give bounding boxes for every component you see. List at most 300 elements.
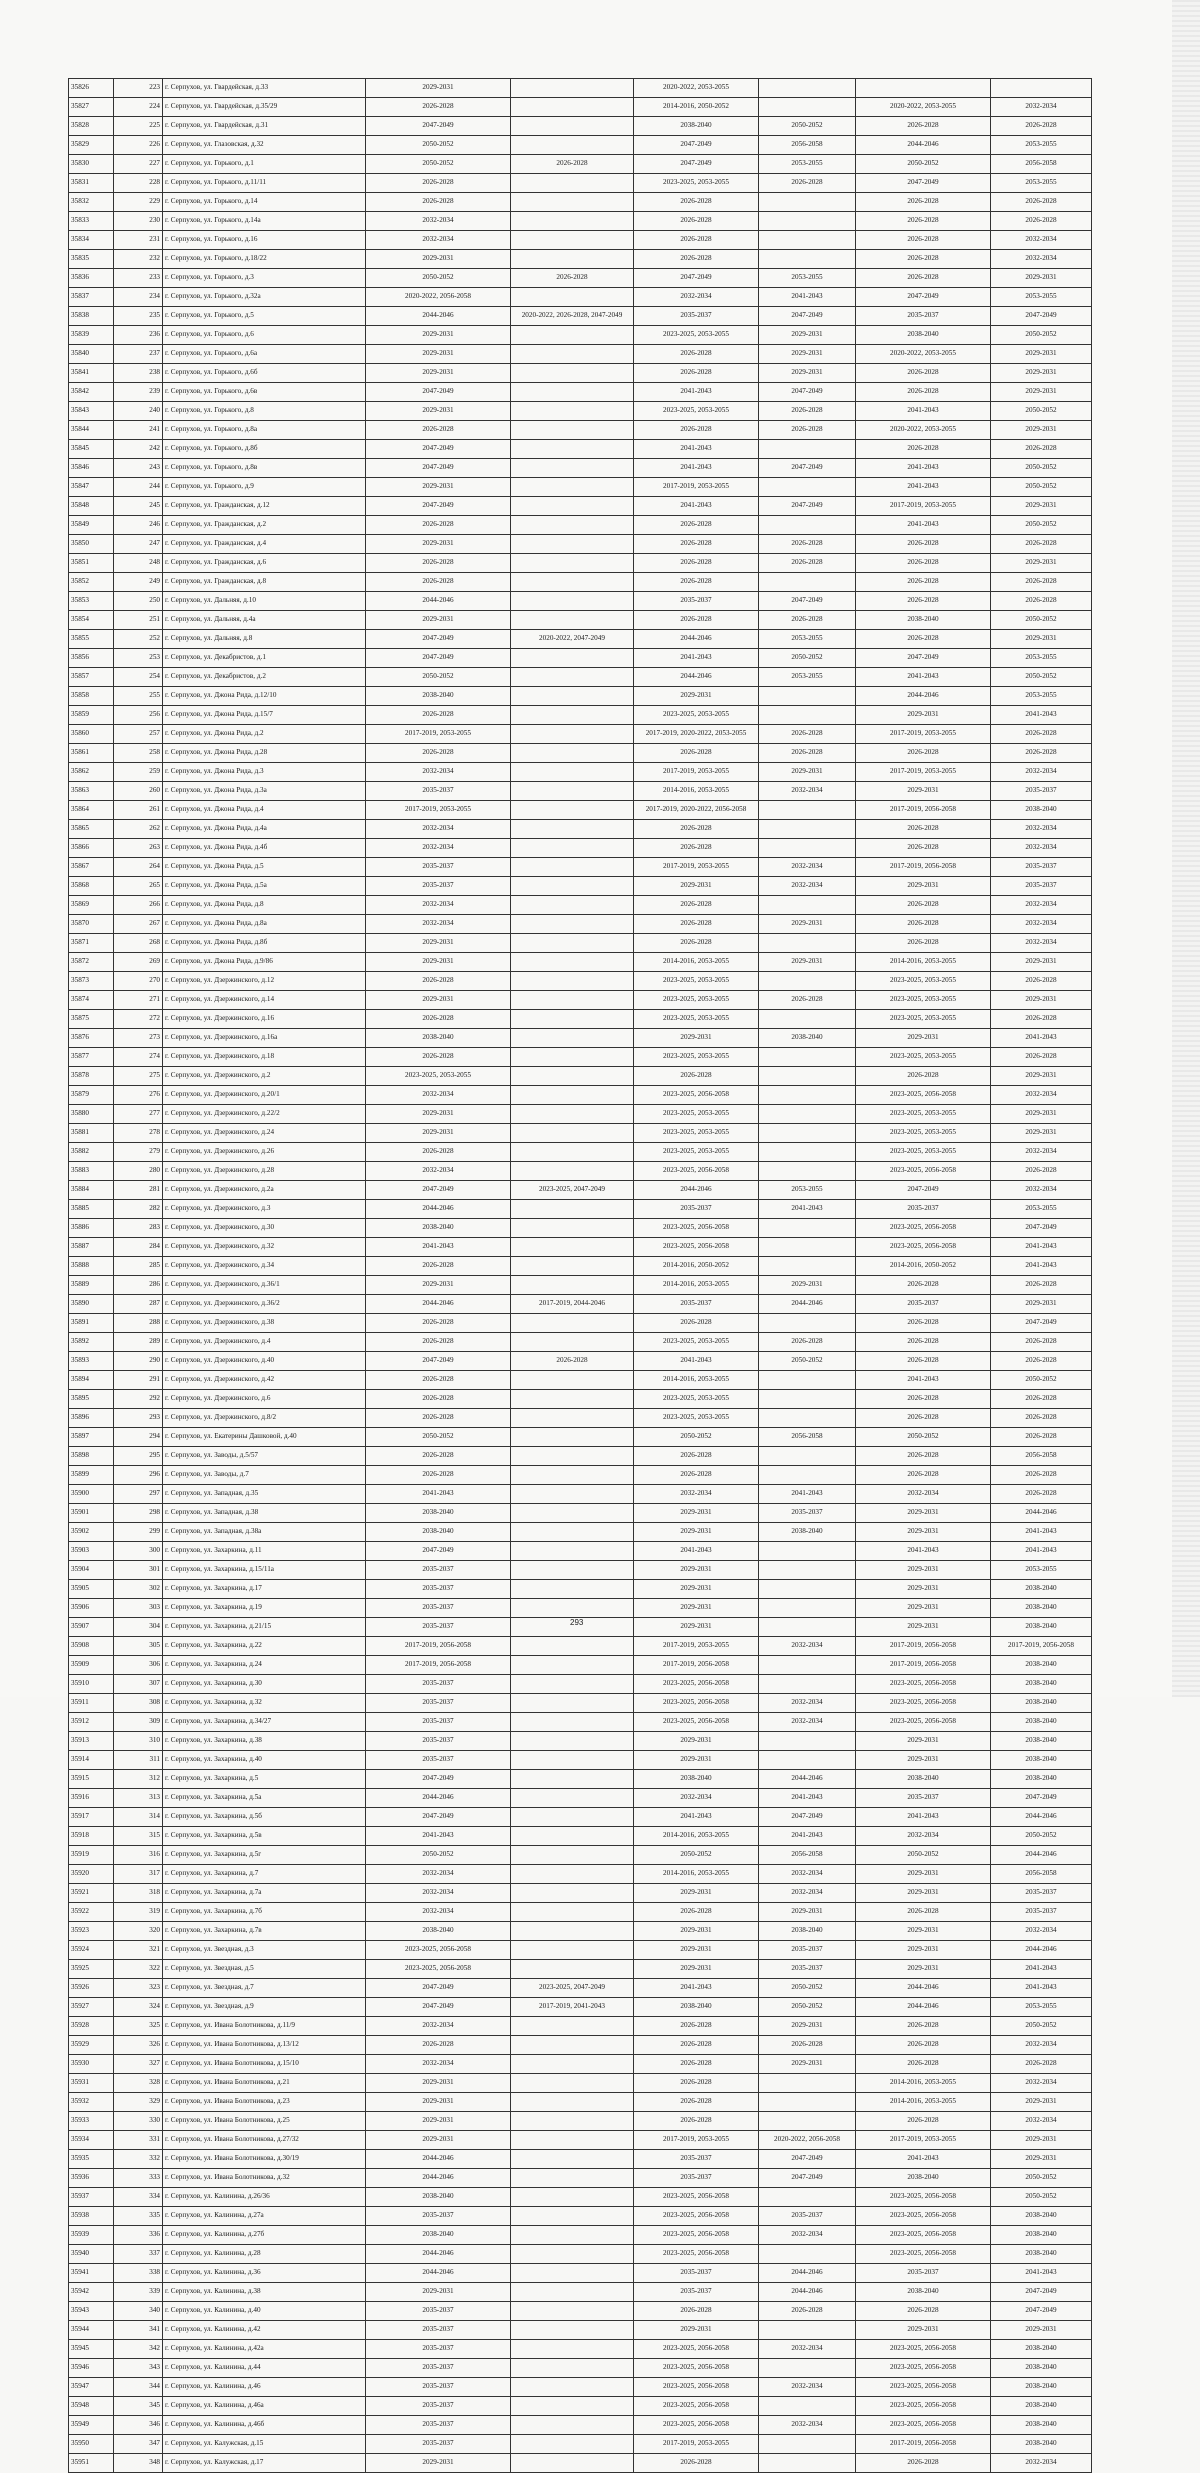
row-number-cell: 322	[114, 1960, 163, 1979]
row-number-cell: 236	[114, 326, 163, 345]
row-number-cell: 252	[114, 630, 163, 649]
period-col-6-cell: 2041-2043	[991, 2264, 1092, 2283]
record-id-cell: 35833	[69, 212, 114, 231]
address-cell: г. Серпухов, ул. Западная, д.35	[163, 1485, 366, 1504]
row-number-cell: 328	[114, 2074, 163, 2093]
period-col-2-cell	[511, 383, 634, 402]
address-cell: г. Серпухов, ул. Звездная, д.3	[163, 1941, 366, 1960]
period-col-2-cell	[511, 2378, 634, 2397]
table-row	[69, 1922, 1092, 1941]
period-col-4-cell: 2026-2028	[759, 174, 856, 193]
period-col-5-cell: 2026-2028	[856, 1333, 991, 1352]
period-col-6-cell: 2032-2034	[991, 1922, 1092, 1941]
period-col-6-cell: 2026-2028	[991, 592, 1092, 611]
row-number-cell: 325	[114, 2017, 163, 2036]
period-col-1-cell: 2029-2031	[366, 2131, 511, 2150]
period-col-2-cell	[511, 1941, 634, 1960]
period-col-6-cell: 2047-2049	[991, 1219, 1092, 1238]
address-cell: г. Серпухов, ул. Декабристов, д.1	[163, 649, 366, 668]
address-cell: г. Серпухов, ул. Калужская, д.17	[163, 2454, 366, 2473]
period-col-5-cell: 2029-2031	[856, 1884, 991, 1903]
record-id-cell: 35884	[69, 1181, 114, 1200]
row-number-cell: 253	[114, 649, 163, 668]
period-col-3-cell: 2014-2016, 2053-2055	[634, 782, 759, 801]
period-col-2-cell	[511, 2169, 634, 2188]
row-number-cell: 282	[114, 1200, 163, 1219]
table-row	[69, 1580, 1092, 1599]
period-col-5-cell: 2050-2052	[856, 1428, 991, 1447]
period-col-3-cell: 2038-2040	[634, 1770, 759, 1789]
period-col-1-cell: 2050-2052	[366, 269, 511, 288]
period-col-4-cell	[759, 2112, 856, 2131]
address-cell: г. Серпухов, ул. Гражданская, д.6	[163, 554, 366, 573]
address-cell: г. Серпухов, ул. Джона Рида, д.28	[163, 744, 366, 763]
period-col-4-cell	[759, 820, 856, 839]
period-col-1-cell: 2035-2037	[366, 2321, 511, 2340]
period-col-3-cell: 2023-2025, 2053-2055	[634, 1010, 759, 1029]
period-col-1-cell: 2032-2034	[366, 212, 511, 231]
period-col-2-cell	[511, 1542, 634, 1561]
period-col-6-cell: 2032-2034	[991, 820, 1092, 839]
period-col-3-cell: 2029-2031	[634, 1941, 759, 1960]
table-row	[69, 1504, 1092, 1523]
row-number-cell: 234	[114, 288, 163, 307]
table-row	[69, 1808, 1092, 1827]
table-row	[69, 1333, 1092, 1352]
period-col-1-cell: 2032-2034	[366, 820, 511, 839]
period-col-1-cell: 2035-2037	[366, 2435, 511, 2454]
period-col-3-cell: 2026-2028	[634, 1314, 759, 1333]
period-col-5-cell: 2026-2028	[856, 535, 991, 554]
period-col-3-cell: 2026-2028	[634, 896, 759, 915]
period-col-1-cell: 2029-2031	[366, 1105, 511, 1124]
period-col-2-cell	[511, 364, 634, 383]
record-id-cell: 35899	[69, 1466, 114, 1485]
address-cell: г. Серпухов, ул. Горького, д.14а	[163, 212, 366, 231]
address-cell: г. Серпухов, ул. Захаркина, д.11	[163, 1542, 366, 1561]
period-col-4-cell	[759, 1447, 856, 1466]
period-col-5-cell: 2017-2019, 2053-2055	[856, 763, 991, 782]
period-col-1-cell: 2026-2028	[366, 421, 511, 440]
record-id-cell: 35943	[69, 2302, 114, 2321]
period-col-1-cell: 2029-2031	[366, 2454, 511, 2473]
period-col-5-cell: 2029-2031	[856, 706, 991, 725]
period-col-4-cell	[759, 79, 856, 98]
period-col-3-cell: 2032-2034	[634, 1789, 759, 1808]
table-row	[69, 1276, 1092, 1295]
address-cell: г. Серпухов, ул. Ивана Болотникова, д.11/9	[163, 2017, 366, 2036]
table-row	[69, 744, 1092, 763]
period-col-6-cell: 2032-2034	[991, 250, 1092, 269]
record-id-cell: 35894	[69, 1371, 114, 1390]
period-col-1-cell: 2029-2031	[366, 79, 511, 98]
period-col-2-cell	[511, 1656, 634, 1675]
table-row	[69, 1523, 1092, 1542]
address-cell: г. Серпухов, ул. Захаркина, д.5а	[163, 1789, 366, 1808]
period-col-6-cell: 2053-2055	[991, 649, 1092, 668]
period-col-4-cell: 2029-2031	[759, 326, 856, 345]
period-col-6-cell: 2041-2043	[991, 1542, 1092, 1561]
period-col-2-cell	[511, 953, 634, 972]
address-cell: г. Серпухов, ул. Дзержинского, д.36/1	[163, 1276, 366, 1295]
period-col-1-cell: 2035-2037	[366, 1694, 511, 1713]
period-col-1-cell: 2026-2028	[366, 1048, 511, 1067]
period-col-3-cell: 2026-2028	[634, 421, 759, 440]
record-id-cell: 35853	[69, 592, 114, 611]
record-id-cell: 35921	[69, 1884, 114, 1903]
period-col-2-cell	[511, 2283, 634, 2302]
table-row	[69, 2454, 1092, 2473]
period-col-2-cell	[511, 1067, 634, 1086]
period-col-4-cell	[759, 2245, 856, 2264]
period-col-1-cell: 2035-2037	[366, 1675, 511, 1694]
record-id-cell: 35940	[69, 2245, 114, 2264]
period-col-5-cell: 2023-2025, 2053-2055	[856, 1010, 991, 1029]
period-col-1-cell: 2032-2034	[366, 1086, 511, 1105]
period-col-4-cell: 2032-2034	[759, 2226, 856, 2245]
period-col-4-cell	[759, 1067, 856, 1086]
period-col-4-cell: 2044-2046	[759, 1770, 856, 1789]
period-col-3-cell: 2041-2043	[634, 649, 759, 668]
table-row	[69, 1675, 1092, 1694]
period-col-4-cell	[759, 1580, 856, 1599]
period-col-5-cell: 2029-2031	[856, 1523, 991, 1542]
address-cell: г. Серпухов, ул. Калинина, д.40	[163, 2302, 366, 2321]
period-col-4-cell	[759, 1048, 856, 1067]
row-number-cell: 321	[114, 1941, 163, 1960]
period-col-6-cell: 2050-2052	[991, 326, 1092, 345]
row-number-cell: 342	[114, 2340, 163, 2359]
row-number-cell: 334	[114, 2188, 163, 2207]
period-col-1-cell: 2047-2049	[366, 1998, 511, 2017]
period-col-1-cell: 2047-2049	[366, 1808, 511, 1827]
period-col-4-cell: 2047-2049	[759, 459, 856, 478]
period-col-2-cell	[511, 782, 634, 801]
period-col-5-cell: 2014-2016, 2053-2055	[856, 2093, 991, 2112]
period-col-2-cell	[511, 991, 634, 1010]
period-col-1-cell: 2026-2028	[366, 98, 511, 117]
period-col-2-cell	[511, 2074, 634, 2093]
period-col-6-cell: 2029-2031	[991, 554, 1092, 573]
period-col-3-cell: 2023-2025, 2056-2058	[634, 2397, 759, 2416]
address-cell: г. Серпухов, ул. Калинина, д.46б	[163, 2416, 366, 2435]
period-col-3-cell: 2026-2028	[634, 2074, 759, 2093]
period-col-3-cell: 2041-2043	[634, 1808, 759, 1827]
record-id-cell: 35893	[69, 1352, 114, 1371]
record-id-cell: 35913	[69, 1732, 114, 1751]
address-cell: г. Серпухов, ул. Гражданская, д.12	[163, 497, 366, 516]
record-id-cell: 35883	[69, 1162, 114, 1181]
period-col-3-cell: 2026-2028	[634, 2112, 759, 2131]
period-col-5-cell: 2023-2025, 2053-2055	[856, 972, 991, 991]
period-col-6-cell: 2026-2028	[991, 193, 1092, 212]
address-cell: г. Серпухов, ул. Горького, д.6б	[163, 364, 366, 383]
period-col-5-cell: 2017-2019, 2056-2058	[856, 2435, 991, 2454]
table-row	[69, 1048, 1092, 1067]
row-number-cell: 338	[114, 2264, 163, 2283]
period-col-3-cell: 2023-2025, 2056-2058	[634, 1086, 759, 1105]
period-col-3-cell: 2014-2016, 2053-2055	[634, 1865, 759, 1884]
period-col-6-cell: 2032-2034	[991, 98, 1092, 117]
period-col-6-cell: 2026-2028	[991, 744, 1092, 763]
period-col-4-cell: 2050-2052	[759, 649, 856, 668]
period-col-6-cell: 2047-2049	[991, 307, 1092, 326]
period-col-2-cell	[511, 1808, 634, 1827]
period-col-3-cell: 2041-2043	[634, 459, 759, 478]
period-col-3-cell: 2041-2043	[634, 1352, 759, 1371]
record-id-cell: 35910	[69, 1675, 114, 1694]
row-number-cell: 313	[114, 1789, 163, 1808]
record-id-cell: 35938	[69, 2207, 114, 2226]
address-cell: г. Серпухов, ул. Дзержинского, д.22/2	[163, 1105, 366, 1124]
table-row	[69, 155, 1092, 174]
address-cell: г. Серпухов, ул. Екатерины Дашковой, д.40	[163, 1428, 366, 1447]
address-cell: г. Серпухов, ул. Ивана Болотникова, д.21	[163, 2074, 366, 2093]
table-row	[69, 383, 1092, 402]
period-col-5-cell: 2029-2031	[856, 1504, 991, 1523]
row-number-cell: 267	[114, 915, 163, 934]
table-row	[69, 554, 1092, 573]
record-id-cell: 35942	[69, 2283, 114, 2302]
table-row	[69, 1865, 1092, 1884]
period-col-4-cell: 2044-2046	[759, 2283, 856, 2302]
record-id-cell: 35912	[69, 1713, 114, 1732]
address-cell: г. Серпухов, ул. Дзержинского, д.2	[163, 1067, 366, 1086]
table-row	[69, 2340, 1092, 2359]
period-col-5-cell: 2017-2019, 2056-2058	[856, 1637, 991, 1656]
period-col-6-cell: 2041-2043	[991, 1960, 1092, 1979]
period-col-6-cell: 2050-2052	[991, 2017, 1092, 2036]
period-col-5-cell: 2023-2025, 2056-2058	[856, 1086, 991, 1105]
address-cell: г. Серпухов, ул. Захаркина, д.21/15	[163, 1618, 366, 1637]
address-cell: г. Серпухов, ул. Дзержинского, д.16а	[163, 1029, 366, 1048]
period-col-4-cell: 2026-2028	[759, 991, 856, 1010]
period-col-5-cell: 2029-2031	[856, 1941, 991, 1960]
period-col-3-cell: 2026-2028	[634, 2302, 759, 2321]
period-col-2-cell	[511, 592, 634, 611]
period-col-1-cell: 2035-2037	[366, 2378, 511, 2397]
period-col-6-cell	[991, 79, 1092, 98]
period-col-5-cell: 2014-2016, 2050-2052	[856, 1257, 991, 1276]
row-number-cell: 314	[114, 1808, 163, 1827]
period-col-2-cell	[511, 2017, 634, 2036]
period-col-2-cell	[511, 1276, 634, 1295]
period-col-1-cell: 2029-2031	[366, 2283, 511, 2302]
period-col-2-cell	[511, 1371, 634, 1390]
period-col-6-cell: 2053-2055	[991, 288, 1092, 307]
address-cell: г. Серпухов, ул. Горького, д.16	[163, 231, 366, 250]
period-col-5-cell: 2026-2028	[856, 839, 991, 858]
period-col-4-cell: 2026-2028	[759, 421, 856, 440]
period-col-4-cell	[759, 801, 856, 820]
record-id-cell: 35842	[69, 383, 114, 402]
period-col-4-cell	[759, 1599, 856, 1618]
row-number-cell: 295	[114, 1447, 163, 1466]
period-col-3-cell: 2026-2028	[634, 250, 759, 269]
record-id-cell: 35933	[69, 2112, 114, 2131]
period-col-1-cell: 2029-2031	[366, 364, 511, 383]
row-number-cell: 281	[114, 1181, 163, 1200]
period-col-6-cell: 2041-2043	[991, 706, 1092, 725]
period-col-2-cell	[511, 136, 634, 155]
period-col-2-cell	[511, 858, 634, 877]
period-col-6-cell: 2026-2028	[991, 535, 1092, 554]
period-col-2-cell	[511, 1238, 634, 1257]
period-col-6-cell: 2026-2028	[991, 1010, 1092, 1029]
period-col-3-cell: 2026-2028	[634, 820, 759, 839]
record-id-cell: 35875	[69, 1010, 114, 1029]
row-number-cell: 286	[114, 1276, 163, 1295]
period-col-5-cell: 2026-2028	[856, 2454, 991, 2473]
period-col-1-cell: 2044-2046	[366, 2264, 511, 2283]
period-col-3-cell: 2041-2043	[634, 497, 759, 516]
row-number-cell: 254	[114, 668, 163, 687]
period-col-4-cell	[759, 231, 856, 250]
table-row	[69, 1181, 1092, 1200]
period-col-4-cell: 2026-2028	[759, 2036, 856, 2055]
address-cell: г. Серпухов, ул. Ивана Болотникова, д.15/10	[163, 2055, 366, 2074]
period-col-3-cell: 2029-2031	[634, 877, 759, 896]
period-col-1-cell: 2047-2049	[366, 1542, 511, 1561]
period-col-4-cell: 2050-2052	[759, 1352, 856, 1371]
table-row	[69, 1295, 1092, 1314]
period-col-5-cell: 2029-2031	[856, 1618, 991, 1637]
table-row	[69, 1998, 1092, 2017]
period-col-3-cell: 2023-2025, 2056-2058	[634, 2207, 759, 2226]
table-row	[69, 1846, 1092, 1865]
period-col-1-cell: 2035-2037	[366, 877, 511, 896]
address-cell: г. Серпухов, ул. Звездная, д.7	[163, 1979, 366, 1998]
period-col-3-cell: 2035-2037	[634, 1295, 759, 1314]
period-col-2-cell	[511, 1105, 634, 1124]
table-row	[69, 858, 1092, 877]
period-col-1-cell: 2035-2037	[366, 782, 511, 801]
record-id-cell: 35949	[69, 2416, 114, 2435]
record-id-cell: 35859	[69, 706, 114, 725]
period-col-2-cell	[511, 250, 634, 269]
period-col-4-cell: 2029-2031	[759, 953, 856, 972]
address-cell: г. Серпухов, ул. Гвардейская, д.31	[163, 117, 366, 136]
record-id-cell: 35834	[69, 231, 114, 250]
period-col-5-cell: 2038-2040	[856, 2169, 991, 2188]
period-col-6-cell: 2029-2031	[991, 953, 1092, 972]
row-number-cell: 303	[114, 1599, 163, 1618]
address-cell: г. Серпухов, ул. Дзержинского, д.12	[163, 972, 366, 991]
table-row	[69, 1694, 1092, 1713]
period-col-1-cell: 2026-2028	[366, 1333, 511, 1352]
record-id-cell: 35922	[69, 1903, 114, 1922]
row-number-cell: 262	[114, 820, 163, 839]
period-col-4-cell: 2056-2058	[759, 1428, 856, 1447]
page-number: 293	[570, 1618, 584, 1627]
row-number-cell: 311	[114, 1751, 163, 1770]
period-col-5-cell	[856, 79, 991, 98]
period-col-6-cell: 2053-2055	[991, 1200, 1092, 1219]
period-col-6-cell: 2032-2034	[991, 2074, 1092, 2093]
period-col-2-cell	[511, 212, 634, 231]
period-col-6-cell: 2038-2040	[991, 2207, 1092, 2226]
table-row	[69, 2283, 1092, 2302]
address-cell: г. Серпухов, ул. Захаркина, д.5в	[163, 1827, 366, 1846]
period-col-4-cell: 2056-2058	[759, 1846, 856, 1865]
period-col-3-cell: 2026-2028	[634, 231, 759, 250]
period-col-3-cell: 2026-2028	[634, 1447, 759, 1466]
table-row	[69, 1086, 1092, 1105]
period-col-6-cell: 2038-2040	[991, 2435, 1092, 2454]
period-col-5-cell: 2026-2028	[856, 1314, 991, 1333]
period-col-2-cell	[511, 2321, 634, 2340]
address-cell: г. Серпухов, ул. Ивана Болотникова, д.32	[163, 2169, 366, 2188]
table-row	[69, 1352, 1092, 1371]
period-col-2-cell	[511, 1485, 634, 1504]
record-id-cell: 35863	[69, 782, 114, 801]
address-cell: г. Серпухов, ул. Джона Рида, д.4а	[163, 820, 366, 839]
period-col-6-cell: 2032-2034	[991, 231, 1092, 250]
period-col-3-cell: 2029-2031	[634, 1922, 759, 1941]
table-row	[69, 725, 1092, 744]
period-col-2-cell	[511, 2397, 634, 2416]
address-cell: г. Серпухов, ул. Горького, д.11/11	[163, 174, 366, 193]
period-col-3-cell: 2029-2031	[634, 1751, 759, 1770]
period-col-1-cell: 2041-2043	[366, 1238, 511, 1257]
period-col-3-cell: 2017-2019, 2053-2055	[634, 478, 759, 497]
period-col-2-cell	[511, 1333, 634, 1352]
record-id-cell: 35870	[69, 915, 114, 934]
address-cell: г. Серпухов, ул. Захаркина, д.5г	[163, 1846, 366, 1865]
period-col-6-cell: 2044-2046	[991, 1846, 1092, 1865]
period-col-1-cell: 2026-2028	[366, 1447, 511, 1466]
period-col-6-cell: 2041-2043	[991, 1523, 1092, 1542]
period-col-1-cell: 2032-2034	[366, 1884, 511, 1903]
record-id-cell: 35839	[69, 326, 114, 345]
period-col-1-cell: 2026-2028	[366, 554, 511, 573]
period-col-1-cell: 2044-2046	[366, 1200, 511, 1219]
period-col-3-cell: 2017-2019, 2053-2055	[634, 2435, 759, 2454]
period-col-5-cell: 2041-2043	[856, 459, 991, 478]
row-number-cell: 248	[114, 554, 163, 573]
address-cell: г. Серпухов, ул. Дальняя, д.10	[163, 592, 366, 611]
period-col-6-cell: 2029-2031	[991, 269, 1092, 288]
period-col-6-cell: 2029-2031	[991, 2150, 1092, 2169]
period-col-5-cell: 2026-2028	[856, 250, 991, 269]
address-cell: г. Серпухов, ул. Гражданская, д.2	[163, 516, 366, 535]
period-col-1-cell: 2032-2034	[366, 915, 511, 934]
address-cell: г. Серпухов, ул. Калинина, д.42	[163, 2321, 366, 2340]
table-row	[69, 1029, 1092, 1048]
table-row	[69, 2017, 1092, 2036]
row-number-cell: 341	[114, 2321, 163, 2340]
period-col-1-cell: 2038-2040	[366, 1922, 511, 1941]
period-col-2-cell	[511, 1960, 634, 1979]
record-id-cell: 35908	[69, 1637, 114, 1656]
record-id-cell: 35895	[69, 1390, 114, 1409]
period-col-6-cell: 2035-2037	[991, 858, 1092, 877]
record-id-cell: 35890	[69, 1295, 114, 1314]
period-col-1-cell: 2035-2037	[366, 1580, 511, 1599]
period-col-2-cell	[511, 1580, 634, 1599]
period-col-4-cell	[759, 516, 856, 535]
row-number-cell: 242	[114, 440, 163, 459]
table-row	[69, 79, 1092, 98]
record-id-cell: 35950	[69, 2435, 114, 2454]
record-id-cell: 35841	[69, 364, 114, 383]
period-col-1-cell: 2038-2040	[366, 1523, 511, 1542]
period-col-4-cell: 2041-2043	[759, 1485, 856, 1504]
table-row	[69, 1789, 1092, 1808]
period-col-2-cell	[511, 744, 634, 763]
period-col-4-cell: 2029-2031	[759, 1903, 856, 1922]
period-col-4-cell: 2026-2028	[759, 402, 856, 421]
